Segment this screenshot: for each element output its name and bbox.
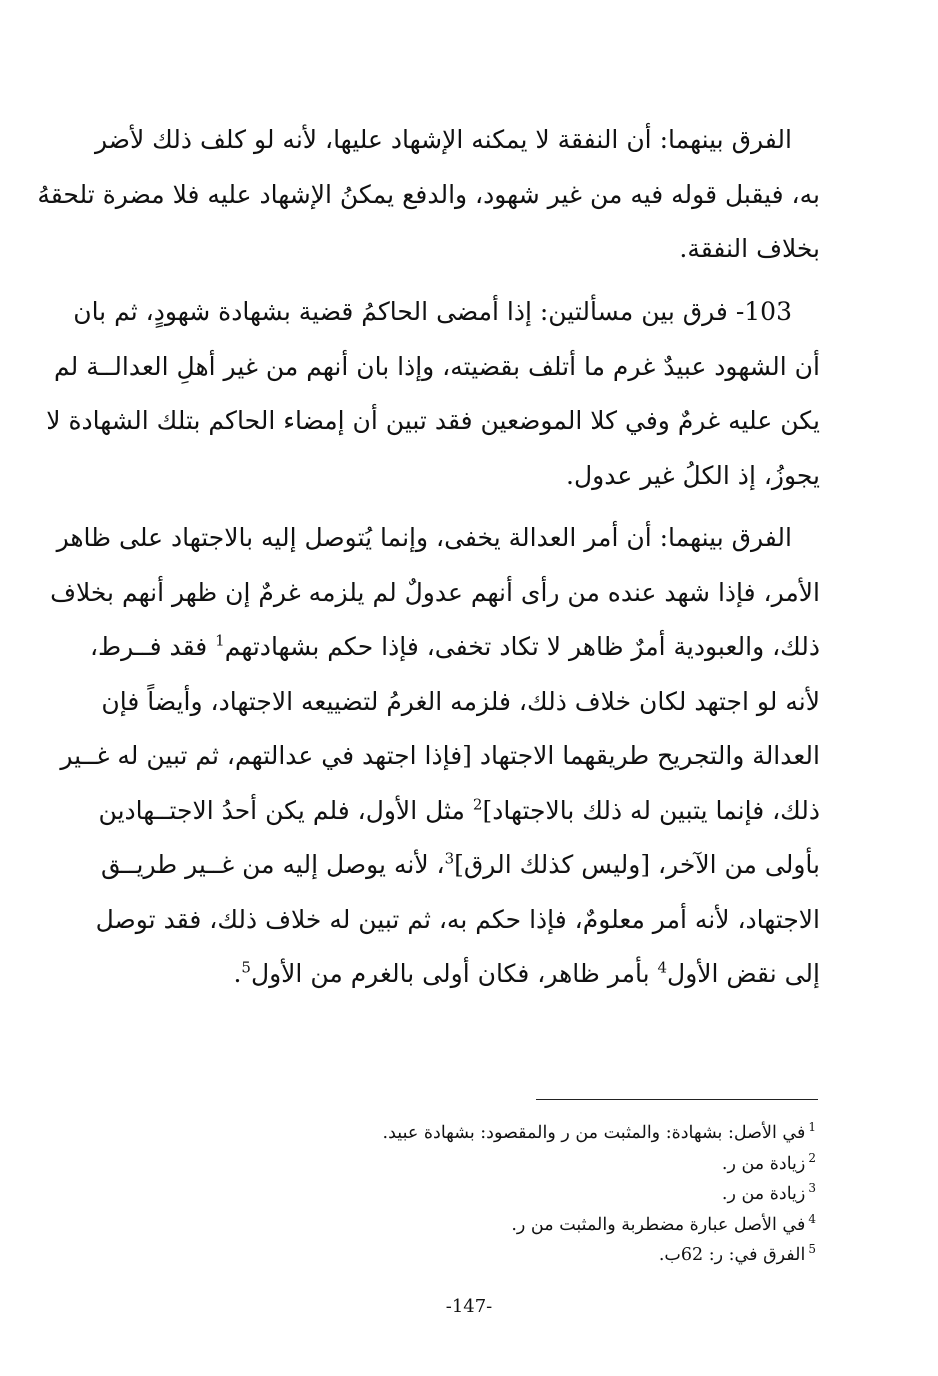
text-line: يكن عليه غرمٌ وفي كلا الموضعين فقد تبين أن إمضاء الحاكم بتلك الشهادة لا bbox=[46, 406, 820, 435]
footnote-item bbox=[256, 1210, 816, 1241]
text-line bbox=[98, 784, 820, 839]
line-segment: إلى نقض الأول bbox=[667, 959, 820, 988]
line-segment: بأمر ظاهر، فكان أولى بالغرم من الأول bbox=[250, 959, 658, 988]
text-line: الفرق بينهما: أن النفقة لا يمكنه الإشهاد عليها، لأنه لو كلف ذلك لأضر bbox=[94, 125, 792, 154]
text-line bbox=[101, 838, 820, 893]
footnote-text: في الأصل عبارة مضطربة والمثبت من ر. bbox=[511, 1214, 806, 1235]
text-line: يجوزُ، إذ الكلُ غير عدول. bbox=[566, 460, 820, 490]
text-line bbox=[105, 947, 820, 1002]
text-line: لأنه لو اجتهد لكان خلاف ذلك، فلزمه الغرمُ لتضييعه الاجتهاد، وأيضاً فإن bbox=[101, 686, 820, 716]
footnote-ref-5[interactable]: 5 bbox=[241, 958, 251, 977]
footnote-item bbox=[256, 1240, 816, 1271]
footnote-text: زيادة من ر. bbox=[721, 1153, 806, 1174]
footnote-ref-2[interactable]: 2 bbox=[472, 795, 483, 814]
footnote-item bbox=[256, 1149, 816, 1180]
line-segment: . bbox=[233, 959, 242, 988]
footnote-item bbox=[256, 1118, 816, 1149]
footnote-text: زيادة من ر. bbox=[721, 1184, 806, 1204]
page-number: -147- bbox=[445, 1296, 493, 1317]
line-segment: مثل الأول، فلم يكن أحدُ الاجتــهادين bbox=[98, 795, 473, 825]
text-line: 103- فرق بين مسألتين: إذا أمضى الحاكمُ قضية بشهادة شهودٍ، ثم بان bbox=[73, 297, 792, 326]
text-line: الفرق بينهما: أن أمر العدالة يخفى، وإنما يُتوصل إليه بالاجتهاد على ظاهر bbox=[56, 523, 792, 552]
paragraph-3 bbox=[50, 511, 820, 1002]
footnote-number: 5 bbox=[808, 1242, 816, 1257]
text-line: العدالة والتجريح طريقهما الاجتهاد [فإذا اجتهد في عدالتهم، ثم تبين له غــير bbox=[60, 741, 820, 770]
footnote-ref-4[interactable]: 4 bbox=[657, 958, 668, 977]
line-segment: ، لأنه يوصل إليه من غــير طريــق bbox=[101, 850, 445, 879]
text-line: به، فيقبل قوله فيه من غير شهود، والدفع يمكنُ الإشهاد عليه فلا مضرة تلحقهُ bbox=[37, 179, 820, 209]
text-line bbox=[89, 620, 820, 675]
footnote-text: الفرق في: ر: 62ب. bbox=[658, 1245, 806, 1265]
line-segment: بأولى من الآخر، [وليس كذلك الرق] bbox=[454, 850, 820, 879]
text-line: الأمر، فإذا شهد عنده من رأى أنهم عدولٌ لم يلزمه غرمٌ إن ظهر أنهم بخلاف bbox=[50, 577, 820, 607]
line-segment: ذلك، فإنما يتبين له ذلك بالاجتهاد] bbox=[482, 795, 820, 825]
text-line: الاجتهاد، لأنه أمر معلومٌ، فإذا حكم به، ثم تبين له خلاف ذلك، فقد توصل bbox=[95, 904, 820, 934]
footnote-number: 3 bbox=[808, 1181, 816, 1196]
footnote-text: في الأصل: بشهادة: والمثبت من ر والمقصود: بشهادة عبيد. bbox=[382, 1123, 806, 1143]
text-line: بخلاف النفقة. bbox=[679, 234, 820, 263]
footnote-item bbox=[256, 1179, 816, 1210]
footnote-divider bbox=[536, 1099, 818, 1100]
line-segment: ذلك، والعبودية أمرٌ ظاهر لا تكاد تخفى، فإذا حكم بشهادتهم bbox=[224, 632, 820, 661]
footnote-ref-1[interactable]: 1 bbox=[215, 631, 225, 650]
footnote-number: 1 bbox=[808, 1120, 816, 1135]
footnotes-list bbox=[256, 1118, 816, 1271]
footnote-number: 4 bbox=[808, 1211, 816, 1226]
footnote-ref-3[interactable]: 3 bbox=[444, 849, 455, 868]
footnote-number: 2 bbox=[808, 1150, 816, 1165]
paragraph-2 bbox=[46, 285, 820, 503]
text-line: أن الشهود عبيدٌ غرم ما أتلف بقضيته، وإذا بان أنهم من غير أهلِ العدالــة لم bbox=[54, 351, 820, 381]
paragraph-1 bbox=[37, 113, 820, 277]
line-segment: فقد فــرط، bbox=[89, 632, 216, 661]
